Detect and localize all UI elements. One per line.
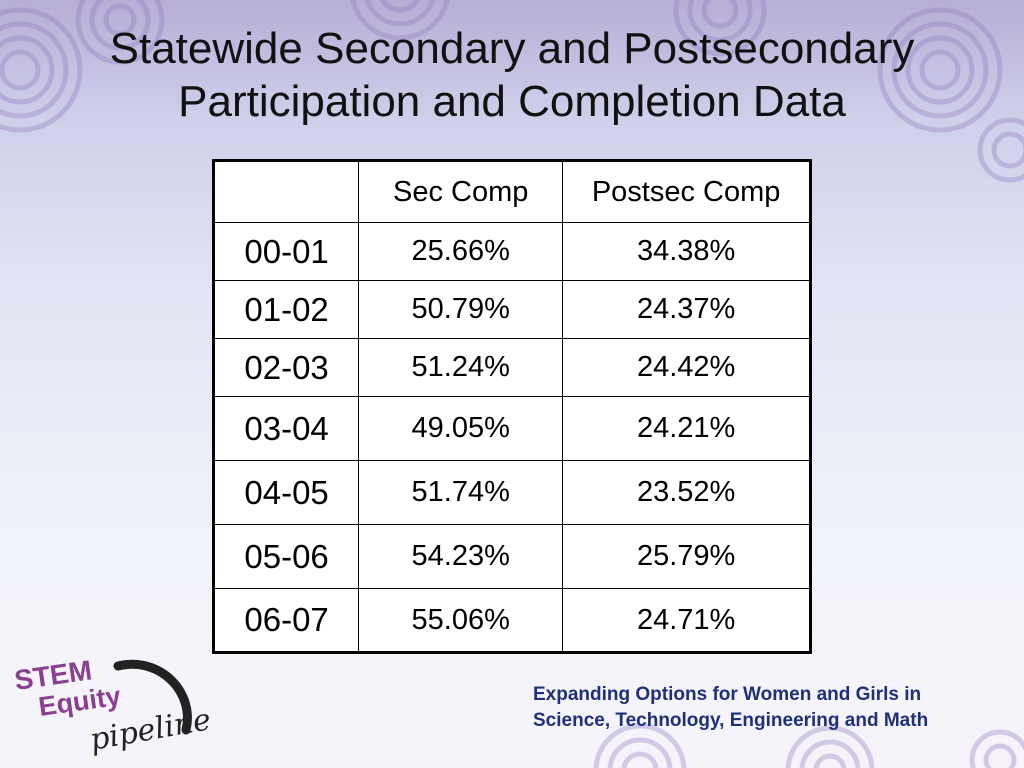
tagline-line-2: Science, Technology, Engineering and Math [533,710,929,731]
postsec-comp-cell: 23.52% [563,461,811,525]
logo-pipeline-text: pipeline [87,702,214,758]
title-line-2: Participation and Completion Data [178,77,846,126]
postsec-comp-cell: 24.37% [563,281,811,339]
sec-comp-cell: 54.23% [359,525,563,589]
table-header-row [214,161,811,223]
footer-tagline [533,682,1013,734]
table-row [214,525,811,589]
year-cell: 06-07 [214,589,359,653]
year-cell: 03-04 [214,397,359,461]
postsec-comp-cell: 25.79% [563,525,811,589]
completion-data-table [212,159,812,654]
postsec-comp-cell: 24.42% [563,339,811,397]
sec-comp-cell: 55.06% [359,589,563,653]
table-row [214,461,811,525]
postsec-comp-cell: 24.71% [563,589,811,653]
year-cell: 05-06 [214,525,359,589]
year-cell: 02-03 [214,339,359,397]
title-line-1: Statewide Secondary and Postsecondary [109,24,915,73]
table-row [214,281,811,339]
year-cell: 04-05 [214,461,359,525]
postsec-comp-cell: 34.38% [563,223,811,281]
header-cell-sec-comp: Sec Comp [359,161,563,223]
slide-title [20,22,1004,128]
table-row [214,397,811,461]
sec-comp-cell: 51.74% [359,461,563,525]
table-row [214,223,811,281]
header-cell-postsec-comp: Postsec Comp [563,161,811,223]
table-row [214,589,811,653]
sec-comp-cell: 49.05% [359,397,563,461]
postsec-comp-cell: 24.21% [563,397,811,461]
header-cell-empty [214,161,359,223]
sec-comp-cell: 50.79% [359,281,563,339]
year-cell: 00-01 [214,223,359,281]
sec-comp-cell: 51.24% [359,339,563,397]
logo-stem-text: STEM [12,654,94,696]
year-cell: 01-02 [214,281,359,339]
stem-equity-pipeline-logo [10,652,230,762]
logo-equity-text: Equity [36,680,123,722]
table-row [214,339,811,397]
sec-comp-cell: 25.66% [359,223,563,281]
tagline-line-1: Expanding Options for Women and Girls in [533,684,922,705]
